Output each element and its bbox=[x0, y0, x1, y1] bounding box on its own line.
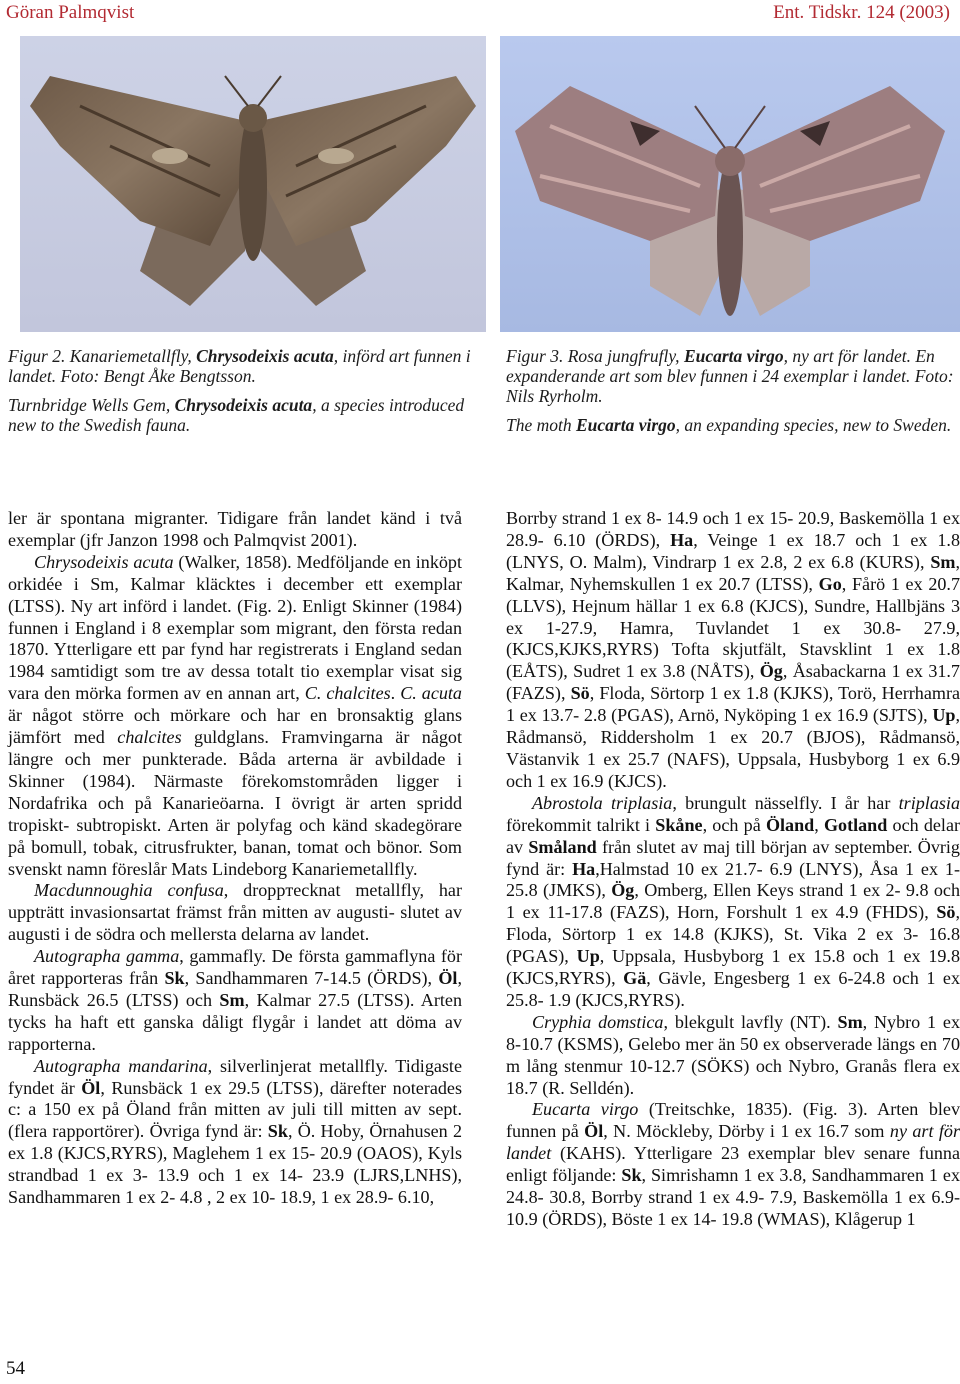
figure-2-caption bbox=[8, 346, 478, 444]
moth-photo-eucarta-virgo-icon bbox=[500, 36, 960, 332]
figure-3-caption bbox=[506, 346, 960, 444]
caption-english: Turnbridge Wells Gem, Chrysodeixis acuta, a species introduced new to the Swedish fauna. bbox=[8, 395, 465, 435]
paragraph: Eucarta virgo (Treitschke, 1835). (Fig. 3). Arten blev funnen på Öl, N. Möckleby, Dörby i 1 ex 16.7 som ny art för landet (KAHS). Ytterligare 23 exemplar blev senare funna enligt följande: Sk, Simrishamn 1 ex 3.8, Sandhammaren 1 ex 24.8- 30.8, Borrby strand 1 ex 4.9- 7.9, Baskemölla 1 ex 6.9- 10.9 (ÖRDS), Böste 1 ex 14- 19.8 (WMAS), Klågerup 1 bbox=[506, 1099, 960, 1229]
paragraph: Macdunnoughia confusa, droppтecknat metallfly, har uppträtt invasionsartat främst från mitten av augusti- slutet av augusti i de södra och mellersta delarna av landet. bbox=[8, 880, 462, 945]
caption-swedish: Figur 3. Rosa jungfrufly, Eucarta virgo, ny art för landet. En expanderande art som blev funnen i 24 exemplar i landet. Foto: Nils Ryrholm. bbox=[506, 346, 954, 406]
figure-3-photo bbox=[500, 36, 960, 332]
figure-2-photo bbox=[20, 36, 486, 332]
caption-english: The moth Eucarta virgo, an expanding species, new to Sweden. bbox=[506, 415, 952, 435]
paragraph: Cryphia domstica, blekgult lavfly (NT). Sm, Nybro 1 ex 8-10.7 (KSMS), Gelebo mer än 50 ex observerade längs en 70 m lång stenmur 10-12.7 (SÖKS) och Nybro, Granås flera ex 18.7 (R. Selldén). bbox=[506, 1011, 960, 1098]
header-journal: Ent. Tidskr. 124 (2003) bbox=[773, 2, 950, 23]
paragraph: ler är spontana migranter. Tidigare från landet känd i två exemplar (jfr Janzon 1998 och Palmqvist 2001). bbox=[8, 508, 462, 550]
running-header bbox=[0, 0, 960, 30]
caption-swedish: Figur 2. Kanariemetallfly, Chrysodeixis acuta, införd art funnen i landet. Foto: Bengt Åke Bengtsson. bbox=[8, 346, 471, 386]
body-column-right bbox=[506, 508, 960, 1231]
header-author: Göran Palmqvist bbox=[6, 2, 135, 23]
paragraph: Chrysodeixis acuta (Walker, 1858). Medföljande en inköpt orkidée i Sm, Kalmar kläcktes i december ett exemplar (LTSS). Ny art införd i landet. (Fig. 2). Enligt Skinner (1984) funnen i England i 8 exemplar som migrant, den första redan 1870. Ytterligare ett par fynd har registrerats i England sedan 1984 samtidigt som tre av dessa totalt tio exemplar visat sig vara den mörka formen av en annan art, C. chalcites. C. acuta är något större och mörkare och har en bronsaktig glans jämfört med chalcites guldglans. Framvingarna är något längre och mer punkterade. Båda arterna är avbildade i Skinner (1984). Närmaste förekomstområden ligger i Nordafrika och på Kanarieöarna. I övrigt är arten spridd tropiskt- subtropiskt. Arten är polyfag och känd skadegörare på bomull, tobak, citrusfrukter, banan, tomat och bönor. Som svenskt namn föreslår Mats Lindeborg Kanariemetallfly. bbox=[8, 551, 462, 879]
page-number: 54 bbox=[6, 1358, 25, 1379]
body-column-left bbox=[8, 508, 462, 1209]
paragraph: Abrostola triplasia, brungult nässelfly. I år har triplasia förekommit talrikt i Skåne, och på Öland, Gotland och delar av Småland från slutet av maj till början av september. Övrig fynd är: Ha,Halmstad 10 ex 21.7- 6.9 (LNYS), Åsa 1 ex 1- 25.8 (JMKS), Ög, Omberg, Ellen Keys strand 1 ex 2- 9.8 och 1 ex 11-17.8 (FAZS), Horn, Forshult 1 ex 4.9 (FHDS), Sö, Floda, Sörtorp 1 ex 14.8 (KJKS), St. Vika 2 ex 3- 16.8 (PGAS), Up, Uppsala, Husbyborg 1 ex 15.8 och 1 ex 19.8 (KJCS,RYRS), Gä, Gävle, Engesberg 1 ex 6-24.8 och 1 ex 25.8- 1.9 (KJCS,RYRS). bbox=[506, 792, 960, 1010]
paragraph: Autographa mandarina, silverlinjerat metallfly. Tidigaste fyndet är Öl, Runsbäck 1 ex 29.5 (LTSS), därefter noterades c: a 150 ex på Öland från mitten av juli till mitten av sept. (flera rapportörer). Övriga fynd är: Sk, Ö. Hoby, Örnahusen 2 ex 1.8 (KJCS,RYRS), Maglehem 1 ex 15- 20.9 (OAOS), Kyls strandbad 1 ex 3- 13.9 och 1 ex 14- 23.9 (LJRS,LNHS), Sandhammaren 1 ex 2- 4.8 , 2 ex 10- 18.9, 1 ex 28.9- 6.10, bbox=[8, 1055, 462, 1208]
paragraph: Borrby strand 1 ex 8- 14.9 och 1 ex 15- 20.9, Baskemölla 1 ex 28.9- 6.10 (ÖRDS), Ha, Veinge 1 ex 18.7 och 1 ex 1.8 (LNYS, O. Malm), Vindrarp 1 ex 2.8, 2 ex 6.8 (KURS), Sm, Kalmar, Nyhemskullen 1 ex 20.7 (LTSS), Go, Fårö 1 ex 20.7 (LLVS), Hejnum hällar 1 ex 6.8 (KJCS), Sundre, Hallbjäns 3 ex 1-27.9, Hamra, Tuvlandet 1 ex 30.8- 27.9, (KJCS,KJKS,RYRS) Tofta skjutfält, Stavsklint 1 ex 1.8 (EÅTS), Sudret 1 ex 3.8 (NÅTS), Ög, Åsabackarna 1 ex 31.7 (FAZS), Sö, Floda, Sörtorp 1 ex 1.8 (KJKS), Torö, Herrhamra 1 ex 13.7- 2.8 (PGAS), Arnö, Nyköping 1 ex 16.9 (SJTS), Up, Rådmansö, Riddersholm 1 ex 20.7 (BJOS), Rådmansö, Västanvik 1 ex 25.7 (NAFS), Uppsala, Husbyborg 1 ex 6.9 och 1 ex 16.9 (KJCS). bbox=[506, 508, 960, 791]
paragraph: Autographa gamma, gammafly. De första gammaflyna för året rapporteras från Sk, Sandhammaren 7-14.5 (ÖRDS), Öl, Runsbäck 26.5 (LTSS) och Sm, Kalmar 27.5 (LTSS). Arten tycks ha haft ett ganska dåligt flygår i landet att döma av rapporterna. bbox=[8, 946, 463, 1054]
moth-photo-chrysodeixis-acuta-icon bbox=[20, 36, 486, 332]
